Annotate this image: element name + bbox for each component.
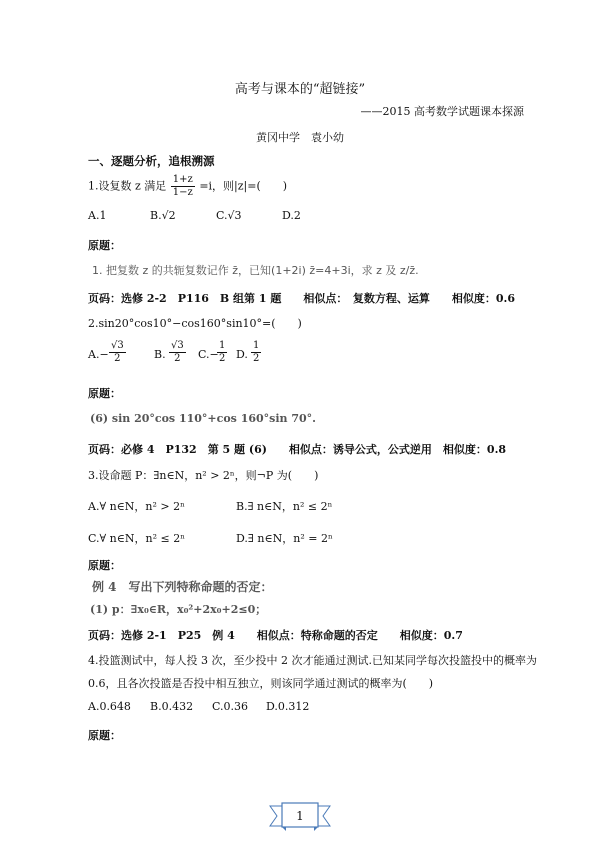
author-line: 黄冈中学 袁小幼 — [256, 131, 344, 144]
page-subtitle: ——2015 高考数学试题课本探源 — [360, 105, 524, 118]
q2-option-d-frac — [251, 340, 261, 365]
q2-option-c-label: C.− — [198, 348, 219, 361]
q2-option-c-frac — [217, 340, 227, 365]
q3-original-line2: (1) p：∃x₀∈R，x₀²+2x₀+2≤0； — [90, 603, 267, 616]
q2-original-text: (6) sin 20°cos 110°+cos 160°sin 70°. — [90, 412, 316, 425]
q2-c-den: 2 — [219, 353, 226, 364]
q2-c-num: 1 — [219, 340, 226, 351]
q3-original-label: 原题： — [88, 559, 121, 572]
q2-original-label: 原题： — [88, 387, 121, 400]
q3-option-b: B.∃ n∈N，n² ≤ 2ⁿ — [236, 500, 333, 513]
q1-original-text: 1. 把复数 z 的共轭复数记作 z̄，已知(1+2i) z̄=4+3i，求 z 及 z/z̄. — [92, 264, 419, 277]
q1-fraction — [171, 174, 195, 199]
q1-option-c: C.√3 — [216, 209, 242, 222]
q3-option-a: A.∀ n∈N，n² > 2ⁿ — [88, 500, 185, 513]
q4-option-d: D.0.312 — [266, 700, 310, 713]
question-4-line1: 4.投篮测试中，每人投 3 次，至少投中 2 次才能通过测试.已知某同学每次投篮投中的概率为 — [88, 654, 537, 667]
q1-option-d: D.2 — [282, 209, 301, 222]
page-title: 高考与课本的“超链接” — [234, 82, 366, 97]
q3-option-d: D.∃ n∈N，n² = 2ⁿ — [236, 532, 333, 545]
q4-original-label: 原题： — [88, 729, 121, 742]
q3-original-line1: 例 4 写出下列特称命题的否定： — [92, 580, 273, 594]
q2-d-den: 2 — [253, 353, 260, 364]
q4-options — [88, 700, 508, 716]
q4-option-c: C.0.36 — [212, 700, 249, 713]
page-number: 1 — [296, 809, 304, 823]
q1-suffix: =i，则|z|=( ) — [199, 179, 288, 193]
q2-source: 页码：必修 4 P132 第 5 题 (6) 相似点：诱导公式，公式逆用 相似度：0.8 — [88, 443, 507, 456]
q1-option-a: A.1 — [88, 209, 107, 222]
q2-d-num: 1 — [253, 340, 260, 351]
q2-options — [88, 340, 388, 372]
q2-b-num: √3 — [171, 340, 184, 351]
question-2: 2.sin20°cos10°−cos160°sin10°=( ) — [88, 317, 302, 330]
q1-source: 页码：选修 2-2 P116 B 组第 1 题 相似点： 复数方程、运算 相似度：0.6 — [88, 292, 516, 305]
q2-a-num: √3 — [111, 340, 124, 351]
q2-option-b-label: B. — [154, 348, 166, 361]
q2-option-a-frac — [109, 340, 126, 365]
q2-option-b-frac — [169, 340, 186, 365]
q1-options — [88, 209, 508, 225]
q4-option-b: B.0.432 — [150, 700, 194, 713]
q1-prefix: 1.设复数 z 满足 — [88, 179, 167, 193]
q2-option-a-label: A.− — [88, 348, 109, 361]
q1-option-b: B.√2 — [150, 209, 176, 222]
q3-source: 页码：选修 2-1 P25 例 4 相似点：特称命题的否定 相似度：0.7 — [88, 629, 463, 642]
q3-option-c: C.∀ n∈N，n² ≤ 2ⁿ — [88, 532, 185, 545]
question-4-line2: 0.6，且各次投篮是否投中相互独立，则该同学通过测试的概率为( ) — [88, 677, 434, 690]
q4-option-a: A.0.648 — [88, 700, 131, 713]
q1-frac-den: 1−z — [172, 187, 193, 198]
question-1 — [88, 174, 287, 199]
section-heading: 一、逐题分析，追根溯源 — [88, 154, 215, 168]
q2-a-den: 2 — [114, 353, 121, 364]
question-3: 3.设命题 P：∃n∈N，n² > 2ⁿ，则¬P 为( ) — [88, 469, 319, 482]
q1-frac-num: 1+z — [172, 174, 193, 185]
q1-original-label: 原题： — [88, 239, 121, 252]
q2-option-d-label: D. — [236, 348, 248, 361]
q2-b-den: 2 — [174, 353, 181, 364]
